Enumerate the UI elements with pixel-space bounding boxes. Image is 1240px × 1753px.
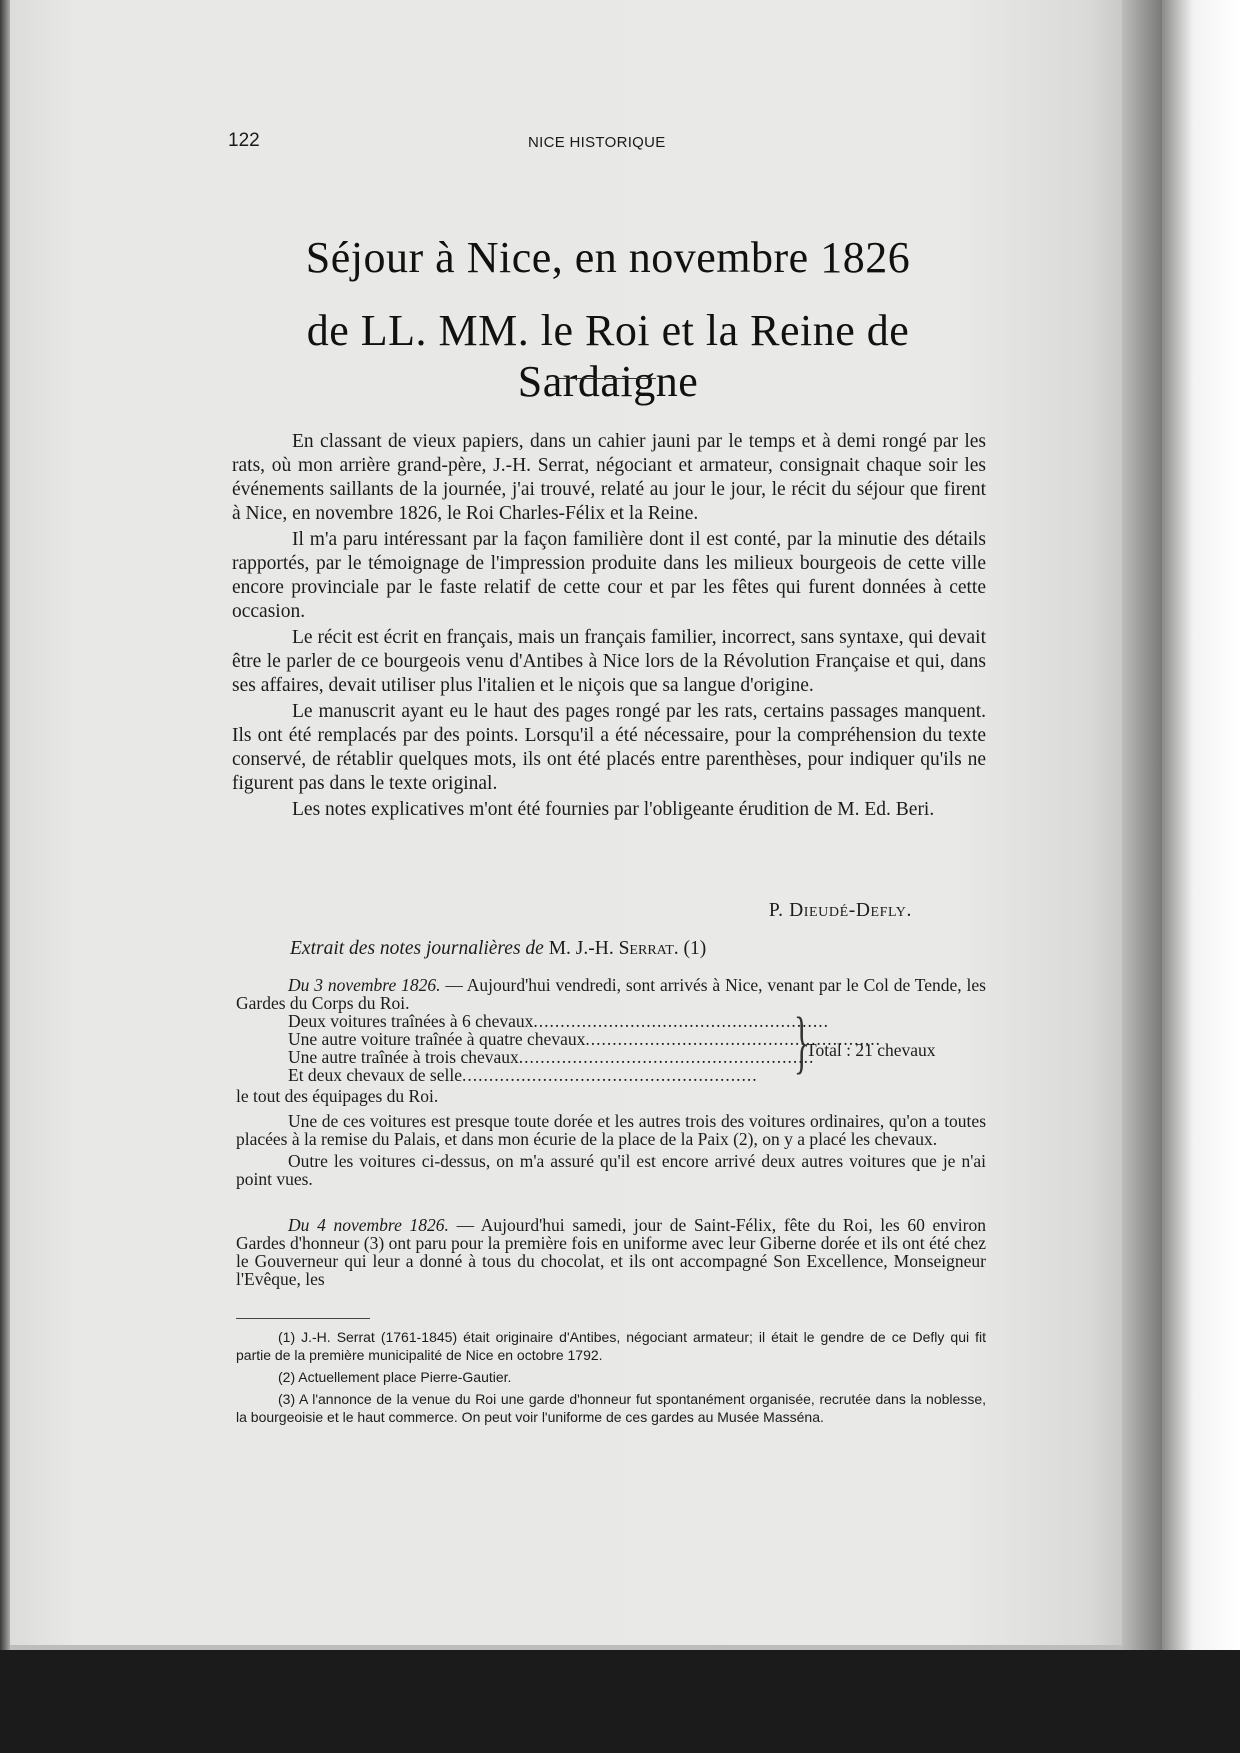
footnote: (3) A l'annonce de la venue du Roi une garde d'honneur fut spontanément organisée, recrutée dans la noblesse, la bourgeoisie et le haut commerce. On peut voir l'uniforme de ces gardes au Musée Masséna. [236, 1391, 986, 1425]
article-title-line-1: Séjour à Nice, en novembre 1826 [305, 233, 911, 282]
carriage-list [236, 1004, 996, 1092]
extract-heading-author: M. J.-H. Serrat. [548, 938, 679, 959]
entry-paragraph: Une de ces voitures est presque toute dorée et les autres trois des voitures ordinaires, qu'on a toutes placées à la remise du Palais, et dans mon écurie de la place de la Paix (2), on y a placé les chevaux. [236, 1111, 986, 1149]
page-number: 122 [228, 130, 260, 151]
list-caption: le tout des équipages du Roi. [236, 1086, 439, 1106]
journal-name: NICE HISTORIQUE [528, 134, 666, 151]
scan-bottom-border [0, 1650, 1240, 1753]
article-title-line-2: de LL. MM. le Roi et la Reine de Sardaigne [306, 306, 910, 406]
journal-entry-1 [236, 976, 986, 1012]
journal-entry-2 [236, 1216, 986, 1288]
list-item: Une autre voiture traînée à quatre chevaux....................................................... [288, 1029, 881, 1049]
footnote-divider [236, 1318, 370, 1319]
entry-date: Du 3 novembre 1826. [288, 975, 441, 995]
intro-paragraph: Il m'a paru intéressant par la façon familière dont il est conté, par la minutie des détails rapportés, par le témoignage de l'impression produite dans les milieux bourgeois de cette ville encore provinciale par le faste relatif de cette cour et par les fêtes qui furent données à cette occasion. [232, 529, 986, 622]
author-signature: P. Dieudé-Defly. [768, 900, 912, 921]
intro-paragraph: Le manuscrit ayant eu le haut des pages rongé par les rats, certains passages manquent. Ils ont été remplacés par des points. Lorsqu'il a été nécessaire, pour la compréhension du texte conservé, de rétablir quelques mots, ils ont été placés entre parenthèses, pour indiquer qu'ils ne figurent pas dans le texte original. [232, 701, 986, 794]
brace-symbol: } [794, 1004, 810, 1081]
journal-entry-1-continued [236, 1112, 986, 1188]
footnote-ref: (1) [683, 938, 707, 959]
title-divider [556, 378, 656, 379]
list-total: Total : 21 chevaux [806, 1040, 936, 1060]
footnote: (1) J.-H. Serrat (1761-1845) était originaire d'Antibes, négociant armateur; il était le gendre de ce Defly qui fit partie de la première municipalité de Nice en octobre 1792. [236, 1329, 986, 1363]
running-head [228, 130, 988, 154]
intro-paragraph: En classant de vieux papiers, dans un cahier jauni par le temps et à demi rongé par les rats, où mon arrière grand-père, J.-H. Serrat, négociant et armateur, consignait chaque soir les événements saillants de la journée, j'ai trouvé, relaté au jour le jour, le récit du séjour que firent à Nice, en novembre 1826, le Roi Charles-Félix et la Reine. [232, 431, 986, 524]
list-item: Et deux chevaux de selle....................................................... [288, 1065, 758, 1085]
entry-date: Du 4 novembre 1826. [288, 1215, 449, 1235]
extract-heading-title: Extrait des notes journalières de [290, 938, 544, 959]
entry-text: — Aujourd'hui vendredi, sont arrivés à Nice, venant par le Col de Tende, les Gardes du Corps du Roi. [236, 975, 986, 1013]
footnotes [236, 1328, 986, 1430]
footnote: (2) Actuellement place Pierre-Gautier. [278, 1369, 512, 1385]
intro-text [232, 430, 986, 822]
intro-paragraph: Le récit est écrit en français, mais un français familier, incorrect, sans syntaxe, qui devait être le parler de ce bourgeois venu d'Antibes à Nice lors de la Révolution Française et qui, dans ses affaires, devait utiliser plus l'italien et le niçois que sa langue d'origine. [232, 627, 986, 696]
list-item: Une autre traînée à trois chevaux....................................................... [288, 1047, 815, 1067]
list-item: Deux voitures traînées à 6 chevaux....................................................... [288, 1011, 830, 1031]
entry-paragraph: Outre les voitures ci-dessus, on m'a assuré qu'il est encore arrivé deux autres voitures que je n'ai point vues. [236, 1151, 986, 1189]
entry-text: — Aujourd'hui samedi, jour de Saint-Félix, fête du Roi, les 60 environ Gardes d'honneur (3) ont paru pour la première fois en uniforme avec leur Giberne dorée et ils ont été chez le Gouverneur qui leur a donné à tous du chocolat, et ils ont accompagné Son Excellence, Monseigneur l'Evêque, les [236, 1215, 986, 1289]
extract-heading [290, 938, 990, 960]
page-edge [1122, 0, 1162, 1650]
scan-margin [1162, 0, 1240, 1650]
intro-paragraph: Les notes explicatives m'ont été fournies par l'obligeante érudition de M. Ed. Beri. [292, 799, 935, 820]
